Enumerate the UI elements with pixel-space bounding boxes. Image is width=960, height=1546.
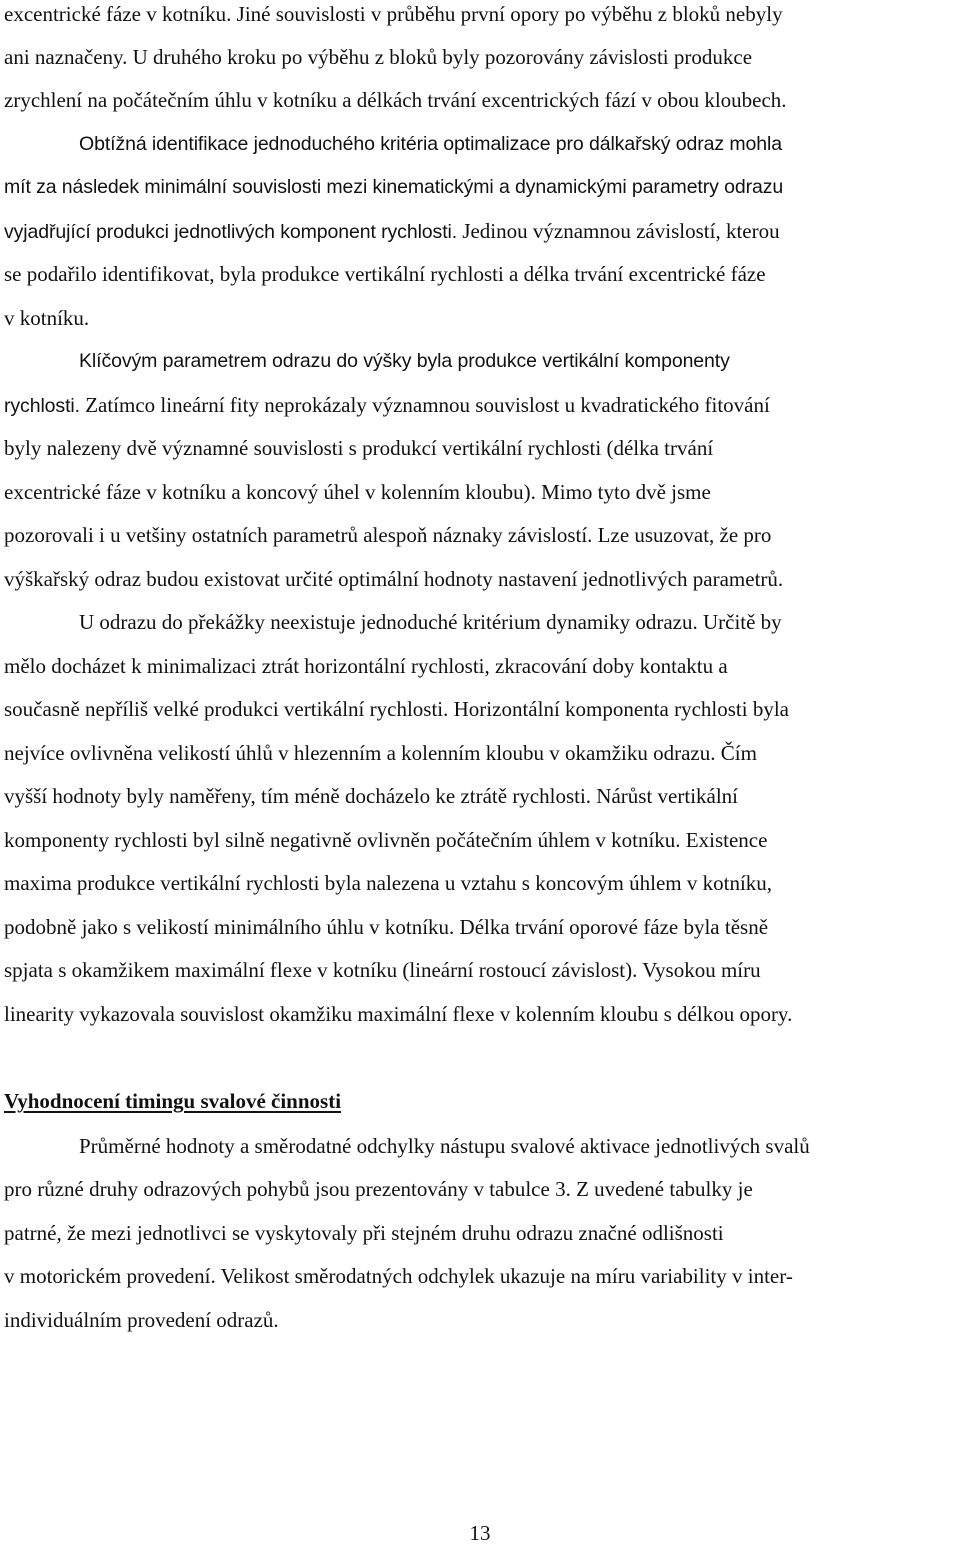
section-heading: Vyhodnocení timingu svalové činnosti <box>4 1089 342 1113</box>
paragraph-line: pozorovali i u vetšiny ostatních parametrů alespoň náznaky závislostí. Lze usuzovat, že pro <box>4 523 772 547</box>
paragraph-line: maxima produkce vertikální rychlosti byla nalezena u vztahu s koncovým úhlem v kotníku, <box>4 871 773 895</box>
paragraph-line: v motorickém provedení. Velikost směrodatných odchylek ukazuje na míru variability v inter- <box>4 1264 793 1288</box>
paragraph-line: vyšší hodnoty byly naměřeny, tím méně docházelo ke ztrátě rychlosti. Nárůst vertikální <box>4 784 739 808</box>
paragraph-line: současně nepříliš velké produkci vertikální rychlosti. Horizontální komponenta rychlosti byla <box>4 697 789 721</box>
paragraph-line: Obtížná identifikace jednoduchého kritéria optimalizace pro dálkařský odraz mohla <box>79 133 782 155</box>
paragraph-line <box>4 392 770 419</box>
paragraph-line: výškařský odraz budou existovat určité optimální hodnoty nastavení jednotlivých parametrů. <box>4 567 784 591</box>
paragraph-line: komponenty rychlosti byl silně negativně ovlivněn počátečním úhlem v kotníku. Existence <box>4 828 768 852</box>
paragraph-line: Průměrné hodnoty a směrodatné odchylky nástupu svalové aktivace jednotlivých svalů <box>79 1134 810 1158</box>
paragraph-line: patrné, že mezi jednotlivci se vyskytovaly při stejném druhu odrazu značné odlišnosti <box>4 1221 724 1245</box>
sans-text-fragment: vyjadřující produkci jednotlivých komponent rychlosti. <box>4 221 458 243</box>
paragraph-line: nejvíce ovlivněna velikostí úhlů v hlezenním a kolenním kloubu v okamžiku odrazu. Čím <box>4 741 757 765</box>
serif-text-fragment: Jedinou významnou závislostí, kterou <box>462 219 780 243</box>
paragraph-line: individuálním provedení odrazů. <box>4 1308 279 1332</box>
serif-text-fragment: Zatímco lineární fity neprokázaly významnou souvislost u kvadratického fitování <box>85 393 770 417</box>
paragraph-line: mít za následek minimální souvislosti mezi kinematickými a dynamickými parametry odrazu <box>4 176 784 198</box>
sans-text-fragment: rychlosti. <box>4 395 80 417</box>
paragraph-line: excentrické fáze v kotníku. Jiné souvislosti v průběhu první opory po výběhu z bloků nebyly <box>4 2 783 26</box>
page-number: 13 <box>469 1521 491 1545</box>
paragraph-line: byly nalezeny dvě významné souvislosti s produkcí vertikální rychlosti (délka trvání <box>4 436 714 460</box>
paragraph-line: pro různé druhy odrazových pohybů jsou prezentovány v tabulce 3. Z uvedené tabulky je <box>4 1177 753 1201</box>
paragraph-line: se podařilo identifikovat, byla produkce vertikální rychlosti a délka trvání excentrické fáze <box>4 262 766 286</box>
paragraph-line: v kotníku. <box>4 306 90 330</box>
paragraph-line: ani naznačeny. U druhého kroku po výběhu z bloků byly pozorovány závislosti produkce <box>4 45 753 69</box>
paragraph-line: podobně jako s velikostí minimálního úhlu v kotníku. Délka trvání oporové fáze byla těsně <box>4 915 769 939</box>
paragraph-line: spjata s okamžikem maximální flexe v kotníku (lineární rostoucí závislost). Vysokou míru <box>4 958 761 982</box>
paragraph-line <box>4 218 780 245</box>
paragraph-line: U odrazu do překážky neexistuje jednoduché kritérium dynamiky odrazu. Určitě by <box>79 610 782 634</box>
paragraph-line: zrychlení na počátečním úhlu v kotníku a délkách trvání excentrických fází v obou kloubech. <box>4 88 787 112</box>
paragraph-line: excentrické fáze v kotníku a koncový úhel v kolenním kloubu). Mimo tyto dvě jsme <box>4 480 711 504</box>
paragraph-line: mělo docházet k minimalizaci ztrát horizontální rychlosti, zkracování doby kontaktu a <box>4 654 728 678</box>
paragraph-line: Klíčovým parametrem odrazu do výšky byla produkce vertikální komponenty <box>79 350 730 372</box>
paragraph-line: linearity vykazovala souvislost okamžiku maximální flexe v kolenním kloubu s délkou opory. <box>4 1002 793 1026</box>
